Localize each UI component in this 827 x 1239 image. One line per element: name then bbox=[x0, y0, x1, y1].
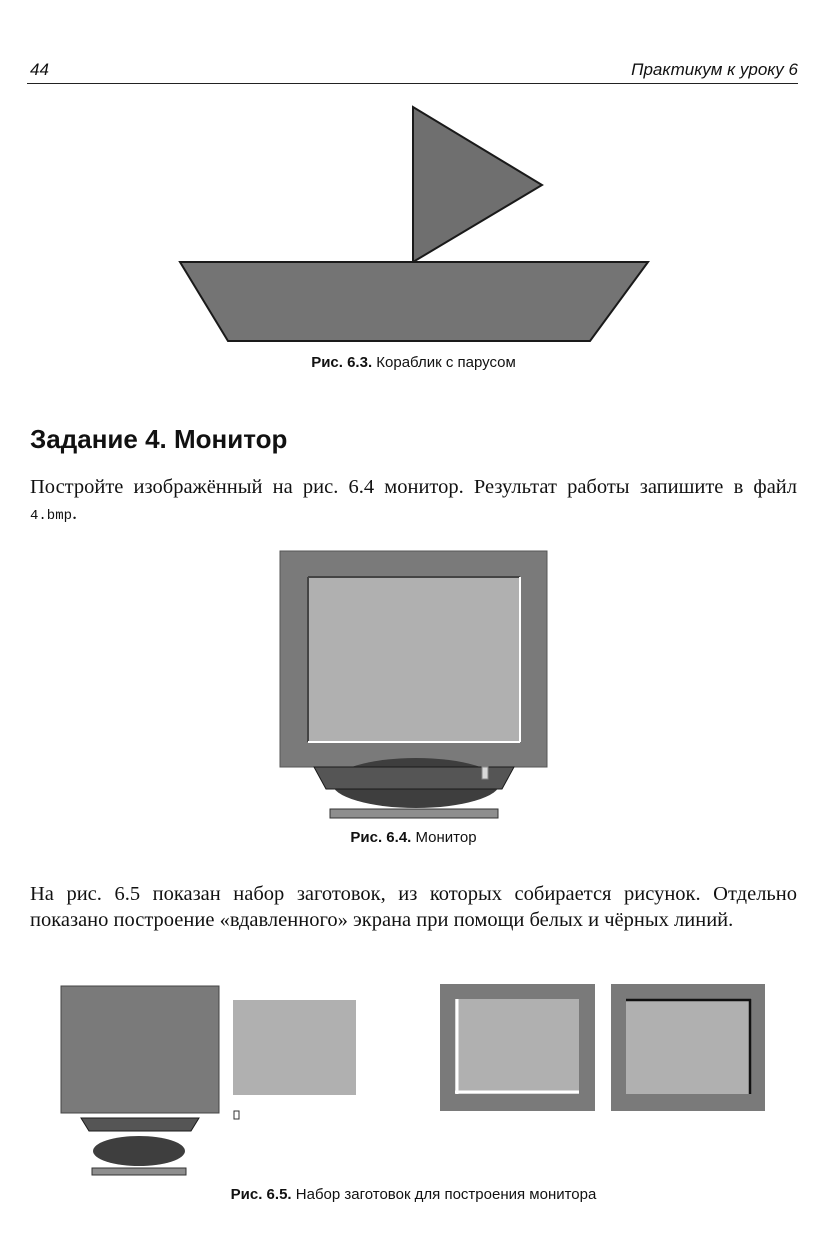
header-rule bbox=[27, 83, 798, 84]
part-screen bbox=[233, 1000, 356, 1095]
figure-6-5-caption bbox=[0, 1186, 827, 1203]
page-number: 44 bbox=[30, 60, 49, 79]
running-title: Практикум к уроку 6 bbox=[631, 60, 798, 79]
figure-caption-text: Набор заготовок для построения монитора bbox=[295, 1186, 597, 1203]
figure-caption-text: Монитор bbox=[415, 829, 477, 846]
parts-figure bbox=[55, 978, 775, 1180]
monitor-base bbox=[330, 809, 498, 818]
section-title: Задание 4. Монитор bbox=[30, 424, 288, 454]
task-text: Постройте изображённый на рис. 6.4 монитор. Результат работы запишите в файл bbox=[30, 476, 797, 498]
body-paragraph: На рис. 6.5 показан набор заготовок, из которых собирается рисунок. Отдельно показано построение «вдавленного» экрана при помощи белых и чёрных линий. bbox=[30, 883, 797, 931]
part-neck bbox=[81, 1118, 199, 1131]
boat-figure bbox=[170, 100, 660, 350]
figure-6-3-caption bbox=[0, 354, 827, 371]
power-button bbox=[482, 767, 488, 779]
monitor-screen bbox=[308, 577, 520, 742]
task-paragraph bbox=[30, 474, 797, 529]
figure-6-4-caption bbox=[0, 829, 827, 846]
part-stand bbox=[93, 1136, 185, 1166]
figure-label: Рис. 6.4. bbox=[350, 829, 412, 846]
file-name: 4.bmp bbox=[30, 508, 73, 524]
task-text-end: . bbox=[72, 502, 78, 524]
figure-label: Рис. 6.5. bbox=[230, 1186, 292, 1203]
boat-hull bbox=[180, 262, 648, 341]
part-base bbox=[92, 1168, 186, 1175]
figure-label: Рис. 6.3. bbox=[311, 354, 373, 371]
monitor-figure bbox=[270, 545, 560, 825]
part-button bbox=[234, 1111, 239, 1119]
boat-sail bbox=[413, 107, 542, 262]
part-body bbox=[61, 986, 219, 1113]
figure-caption-text: Кораблик с парусом bbox=[376, 354, 516, 371]
